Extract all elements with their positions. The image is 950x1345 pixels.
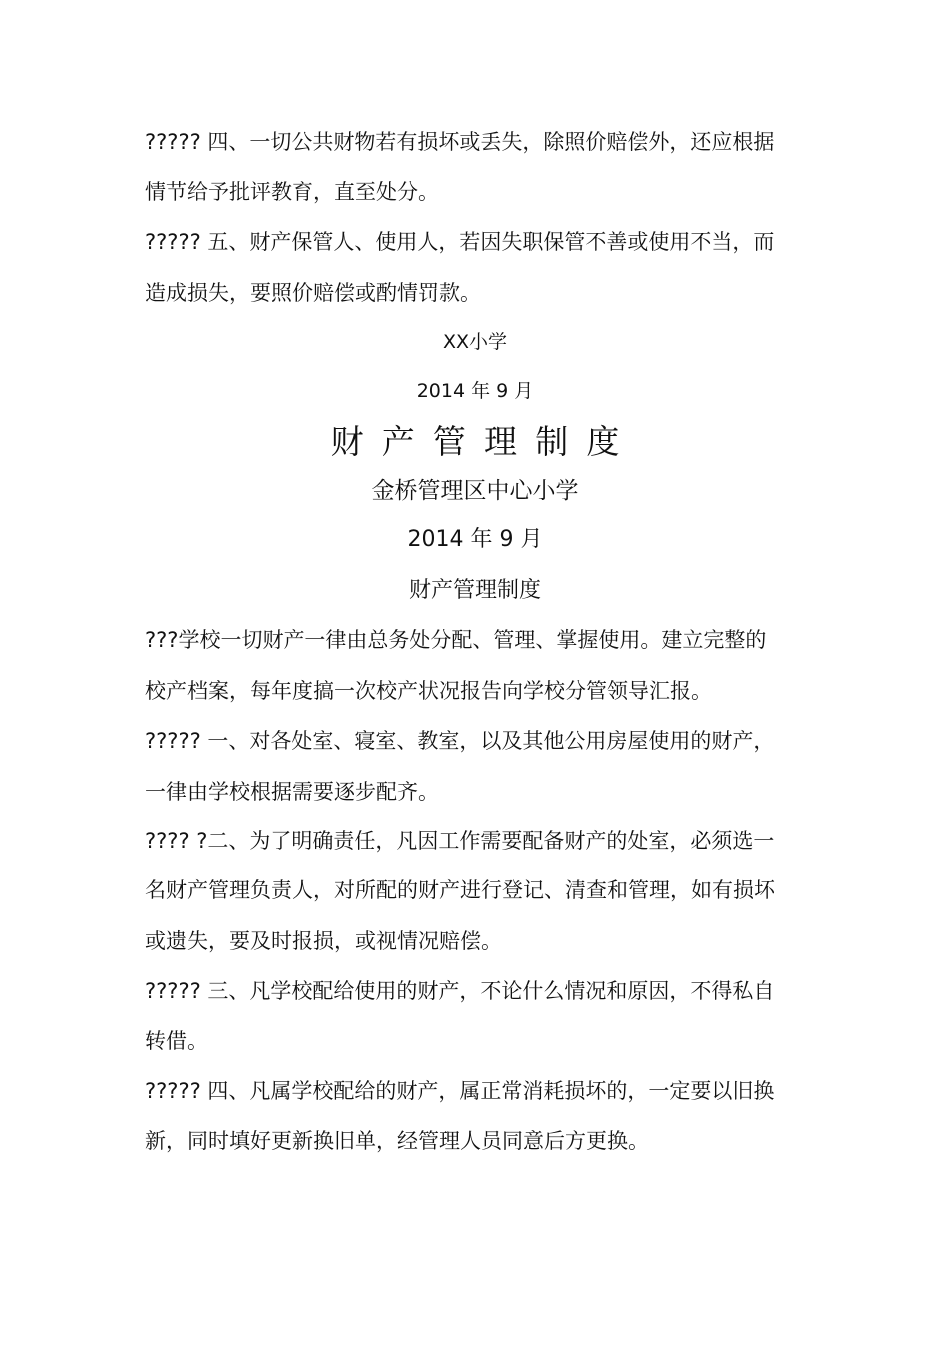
paragraph-line: ????? 四、凡属学校配给的财产，属正常消耗损坏的，一定要以旧换: [145, 1079, 775, 1103]
school-name: 金桥管理区中心小学: [371, 478, 579, 504]
paragraph-line: ????? 四、一切公共财物若有损坏或丢失，除照价赔偿外，还应根据: [145, 130, 775, 154]
document-date: 2014 年 9 月: [416, 380, 534, 402]
paragraph-line: 一律由学校根据需要逐步配齐。: [145, 780, 439, 804]
paragraph-line: ????? 五、财产保管人、使用人，若因失职保管不善或使用不当，而: [145, 230, 775, 254]
paragraph-line: ???学校一切财产一律由总务处分配、管理、掌握使用。建立完整的: [145, 628, 767, 652]
document-date: 2014 年 9 月: [407, 527, 543, 552]
section-title: 财产管理制度: [408, 578, 541, 603]
paragraph-line: ????? 三、凡学校配给使用的财产，不论什么情况和原因，不得私自: [145, 979, 775, 1003]
paragraph-line: 新，同时填好更新换旧单，经管理人员同意后方更换。: [145, 1129, 649, 1153]
school-name: XX小学: [442, 331, 508, 353]
paragraph-line: 或遗失，要及时报损，或视情况赔偿。: [145, 929, 502, 953]
paragraph-line: ???? ?二、为了明确责任，凡因工作需要配备财产的处室，必须选一: [145, 829, 775, 853]
document-title: 财产管理制度: [330, 422, 638, 461]
paragraph-line: 造成损失，要照价赔偿或酌情罚款。: [145, 281, 481, 305]
paragraph-line: 校产档案，每年度搞一次校产状况报告向学校分管领导汇报。: [145, 679, 712, 703]
paragraph-line: ????? 一、对各处室、寝室、教室，以及其他公用房屋使用的财产，: [145, 729, 775, 753]
paragraph-line: 情节给予批评教育，直至处分。: [145, 180, 439, 204]
paragraph-line: 名财产管理负责人，对所配的财产进行登记、清查和管理，如有损坏: [145, 878, 775, 902]
paragraph-line: 转借。: [145, 1029, 208, 1053]
